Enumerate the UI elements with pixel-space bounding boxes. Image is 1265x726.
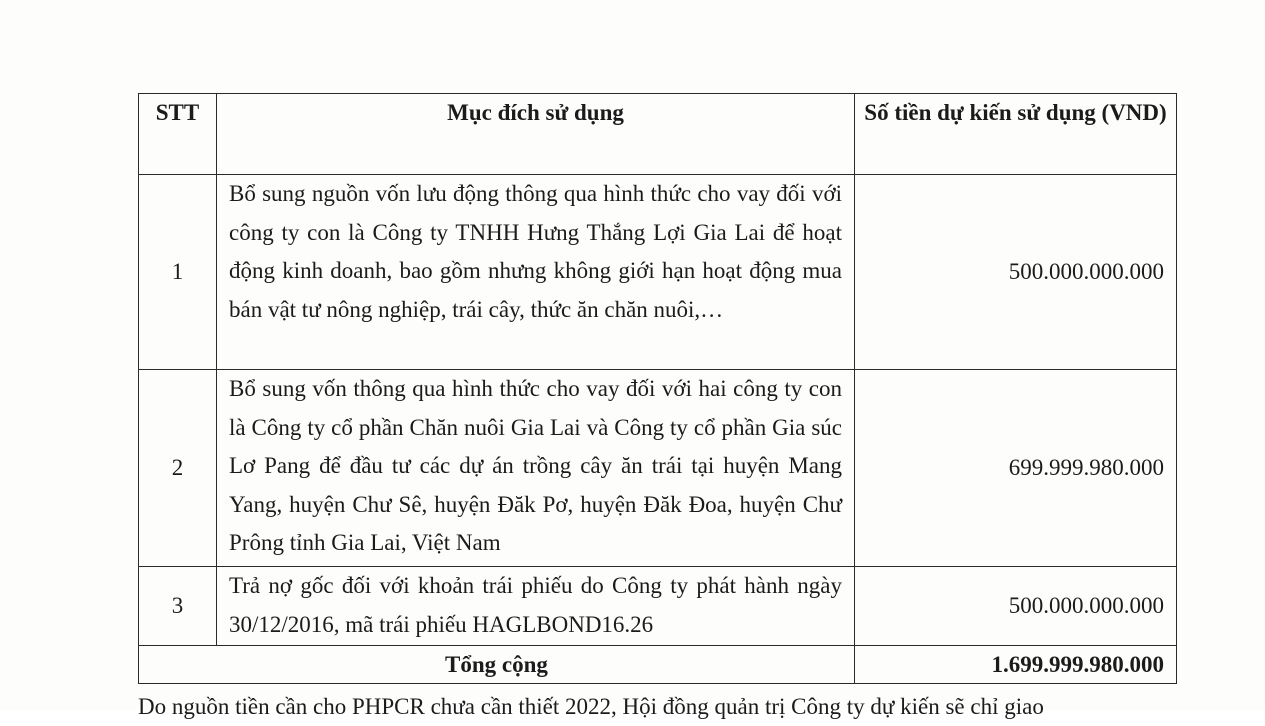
table-row (139, 175, 1177, 370)
row-purpose: Bổ sung nguồn vốn lưu động thông qua hình thức cho vay đối với công ty con là Công ty TNHH Hưng Thắng Lợi Gia Lai để hoạt động kinh doanh, bao gồm nhưng không giới hạn hoạt động mua bán vật tư nông nghiệp, trái cây, thức ăn chăn nuôi,… (217, 175, 855, 370)
row-amount: 500.000.000.000 (855, 175, 1177, 370)
row-stt: 3 (139, 567, 217, 646)
row-stt: 2 (139, 370, 217, 567)
fund-usage-table (138, 93, 1177, 684)
header-amount: Số tiền dự kiến sử dụng (VND) (855, 94, 1177, 175)
header-purpose: Mục đích sử dụng (217, 94, 855, 175)
total-label: Tổng cộng (139, 646, 855, 684)
table-header-row (139, 94, 1177, 175)
row-purpose: Trả nợ gốc đối với khoản trái phiếu do Công ty phát hành ngày 30/12/2016, mã trái phiếu HAGLBOND16.26 (217, 567, 855, 646)
total-row (139, 646, 1177, 684)
row-amount: 699.999.980.000 (855, 370, 1177, 567)
total-amount: 1.699.999.980.000 (855, 646, 1177, 684)
row-purpose: Bổ sung vốn thông qua hình thức cho vay đối với hai công ty con là Công ty cổ phần Chăn nuôi Gia Lai và Công ty cổ phần Gia súc Lơ Pang để đầu tư các dự án trồng cây ăn trái tại huyện Mang Yang, huyện Chư Sê, huyện Đăk Pơ, huyện Đăk Đoa, huyện Chư Prông tỉnh Gia Lai, Việt Nam (217, 370, 855, 567)
row-amount: 500.000.000.000 (855, 567, 1177, 646)
trailing-paragraph-line: Do nguồn tiền cần cho PHPCR chưa cần thiết 2022, Hội đồng quản trị Công ty dự kiến sẽ chỉ giao (138, 694, 1044, 719)
header-stt: STT (139, 94, 217, 175)
table-row (139, 370, 1177, 567)
row-stt: 1 (139, 175, 217, 370)
table-row (139, 567, 1177, 646)
